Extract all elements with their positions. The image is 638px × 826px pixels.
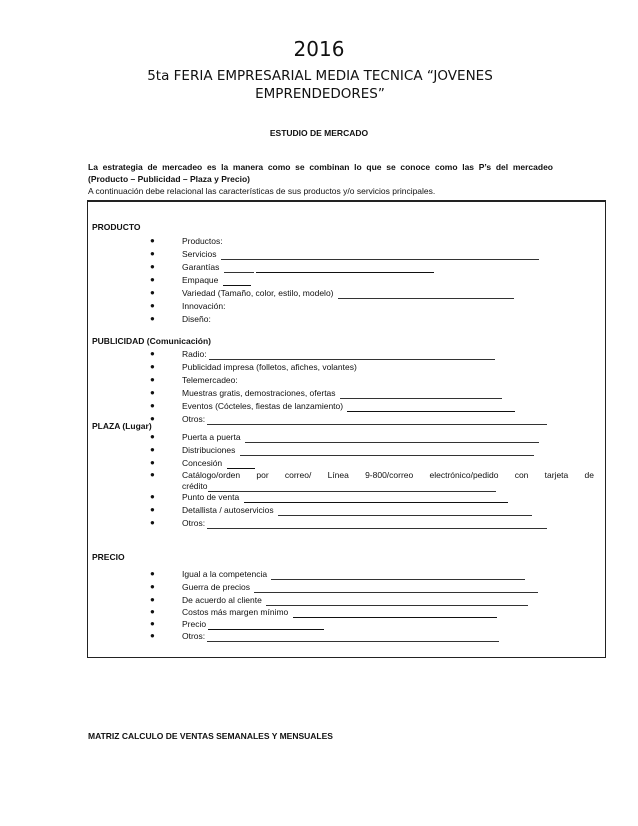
plaza-item-concesion[interactable]: ● Concesión [150, 457, 600, 469]
bullet-icon: ● [150, 288, 155, 297]
producto-item-innovacion: ● Innovación: [150, 301, 226, 311]
bullet-icon: ● [150, 236, 155, 245]
plaza-item-distribuciones[interactable]: ● Distribuciones [150, 444, 600, 456]
catalogo-continuation[interactable]: crédito [182, 480, 496, 492]
plaza-item-detallista[interactable]: ● Detallista / autoservicios [150, 504, 600, 516]
distribuciones-blank[interactable] [240, 446, 534, 456]
bullet-icon: ● [150, 414, 155, 423]
servicios-blank[interactable] [221, 250, 539, 260]
document-title: 5ta FERIA EMPRESARIAL MEDIA TECNICA “JOVENES EMPRENDEDORES” [147, 68, 493, 102]
intro-line-3: A continuación debe relacional las características de sus productos y/o servicios principales. [88, 186, 436, 196]
bullet-icon: ● [150, 631, 155, 640]
guerra-blank[interactable] [254, 583, 538, 593]
bullet-icon: ● [150, 595, 155, 604]
bullet-icon: ● [150, 582, 155, 591]
empaque-blank[interactable] [223, 276, 251, 286]
detallista-blank[interactable] [278, 506, 532, 516]
muestras-blank[interactable] [340, 389, 502, 399]
bullet-icon: ● [150, 432, 155, 441]
producto-item-garantias[interactable]: ● Garantías [150, 261, 600, 273]
precio-item-acuerdo[interactable]: ● De acuerdo al cliente [150, 594, 600, 606]
precio-item-otros[interactable]: ● Otros: [150, 630, 600, 642]
bullet-icon: ● [150, 314, 155, 323]
acuerdo-blank[interactable] [266, 596, 528, 606]
bullet-icon: ● [150, 262, 155, 271]
punto-venta-blank[interactable] [244, 493, 508, 503]
producto-item-variedad[interactable]: ● Variedad (Tamaño, color, estilo, modelo) [150, 287, 600, 299]
bullet-icon: ● [150, 458, 155, 467]
publicidad-item-radio[interactable]: ● Radio: [150, 348, 600, 360]
publicidad-heading: PUBLICIDAD (Comunicación) [92, 336, 211, 346]
bullet-icon: ● [150, 375, 155, 384]
publicidad-item-telemercadeo: ● Telemercadeo: [150, 375, 238, 385]
variedad-blank[interactable] [338, 289, 514, 299]
precio-item-precio[interactable]: ● Precio [150, 618, 600, 630]
catalogo-line: Catálogo/orden por correo/ Línea 9-800/correo electrónico/pedido con tarjeta de [182, 470, 594, 480]
bullet-icon: ● [150, 470, 155, 479]
radio-blank[interactable] [209, 350, 495, 360]
bullet-icon: ● [150, 388, 155, 397]
bullet-icon: ● [150, 445, 155, 454]
publicidad-otros-blank[interactable] [207, 415, 547, 425]
producto-item-servicios[interactable]: ● Servicios [150, 248, 600, 260]
publicidad-item-eventos[interactable]: ● Eventos (Cócteles, fiestas de lanzamiento) [150, 400, 600, 412]
bullet-icon: ● [150, 607, 155, 616]
bullet-icon: ● [150, 349, 155, 358]
producto-item-diseno: ● Diseño: [150, 314, 211, 324]
publicidad-item-impresa: ● Publicidad impresa (folletos, afiches, volantes) [150, 362, 357, 372]
bullet-icon: ● [150, 362, 155, 371]
bullet-icon: ● [150, 505, 155, 514]
document-year: 2016 [293, 37, 345, 61]
precio-item-guerra[interactable]: ● Guerra de precios [150, 581, 600, 593]
plaza-heading: PLAZA (Lugar) [92, 421, 152, 431]
plaza-item-puerta[interactable]: ● Puerta a puerta [150, 431, 600, 443]
bullet-icon: ● [150, 569, 155, 578]
plaza-otros-blank[interactable] [207, 519, 547, 529]
precio-heading: PRECIO [92, 552, 125, 562]
intro-line-1: La estrategia de mercadeo es la manera como se combinan lo que se conoce como las P’s del mercadeo [88, 162, 553, 172]
bullet-icon: ● [150, 619, 155, 628]
publicidad-item-otros[interactable]: ● Otros: [150, 413, 600, 425]
bullet-icon: ● [150, 301, 155, 310]
eventos-blank[interactable] [347, 402, 515, 412]
plaza-item-otros[interactable]: ● Otros: [150, 517, 600, 529]
costos-blank[interactable] [293, 608, 497, 618]
precio-blank[interactable] [208, 620, 324, 630]
producto-item-productos: ● Productos: [150, 236, 223, 246]
precio-item-igual[interactable]: ● Igual a la competencia [150, 568, 600, 580]
publicidad-item-muestras[interactable]: ● Muestras gratis, demostraciones, ofertas [150, 387, 600, 399]
garantias-blank-1[interactable] [224, 263, 254, 273]
plaza-item-punto-venta[interactable]: ● Punto de venta [150, 491, 600, 503]
producto-heading: PRODUCTO [92, 222, 141, 232]
puerta-blank[interactable] [245, 433, 539, 443]
producto-item-empaque[interactable]: ● Empaque [150, 274, 600, 286]
igual-blank[interactable] [271, 570, 525, 580]
bullet-icon: ● [150, 249, 155, 258]
bullet-icon: ● [150, 401, 155, 410]
concesion-blank[interactable] [227, 459, 255, 469]
garantias-blank-2[interactable] [256, 263, 434, 273]
precio-item-costos[interactable]: ● Costos más margen mínimo [150, 606, 600, 618]
intro-line-2: (Producto – Publicidad – Plaza y Precio) [88, 174, 251, 184]
matriz-heading: MATRIZ CALCULO DE VENTAS SEMANALES Y MENSUALES [88, 731, 333, 741]
precio-otros-blank[interactable] [207, 632, 499, 642]
bullet-icon: ● [150, 518, 155, 527]
section-title: ESTUDIO DE MERCADO [269, 128, 369, 138]
bullet-icon: ● [150, 492, 155, 501]
bullet-icon: ● [150, 275, 155, 284]
